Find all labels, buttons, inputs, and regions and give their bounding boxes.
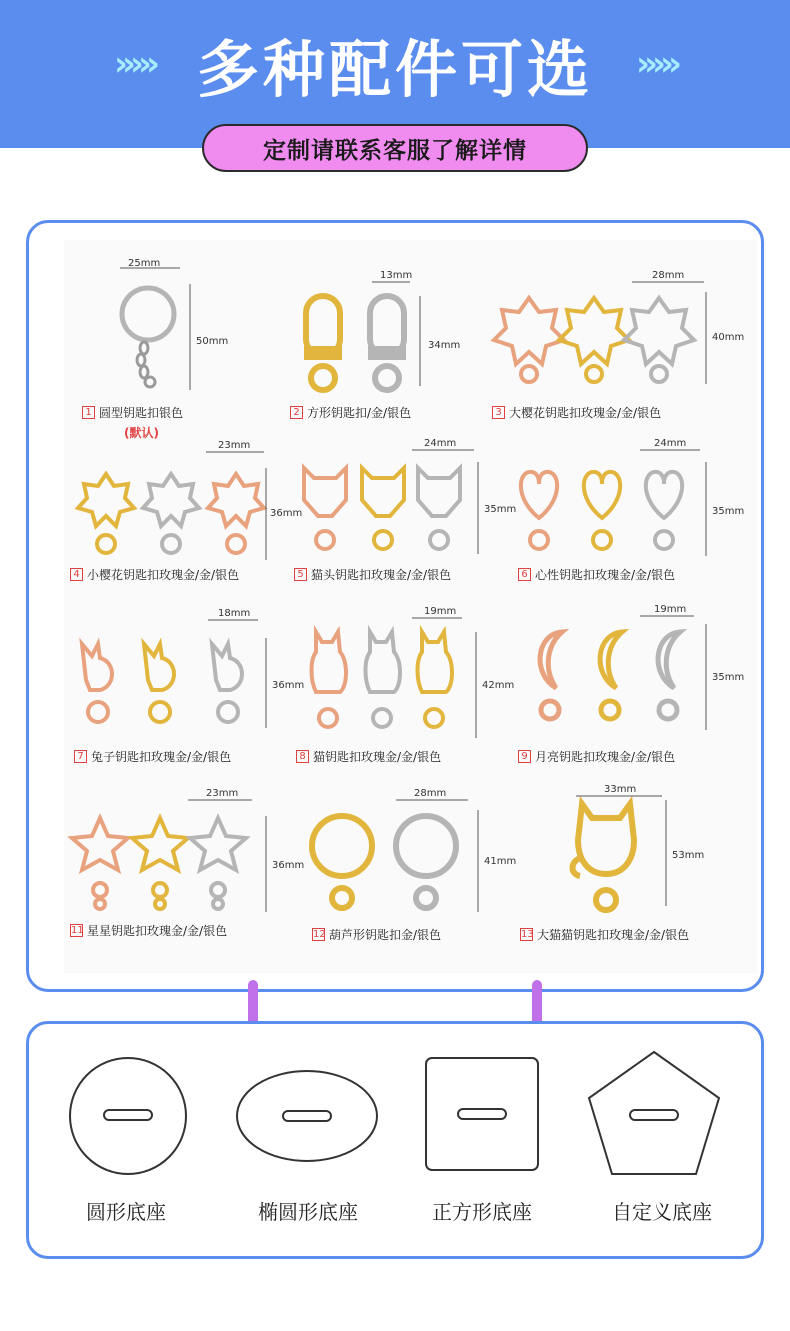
oval-base-icon	[234, 1068, 380, 1168]
item-label: 猫头钥匙扣玫瑰金/金/银色	[311, 568, 452, 582]
dim-width-11: 23mm	[206, 788, 239, 799]
pentagon-base-label: 自定义底座	[612, 1200, 712, 1224]
dim-height-11: 36mm	[272, 860, 305, 871]
dim-height-12: 41mm	[484, 856, 517, 867]
dim-height-7: 36mm	[272, 680, 305, 691]
dim-height-6: 35mm	[712, 506, 745, 517]
item-label: 月亮钥匙扣玫瑰金/金/银色	[535, 750, 676, 764]
square-base-icon	[424, 1056, 540, 1176]
item-number: 9	[518, 750, 531, 763]
oval-base-label: 椭圆形底座	[258, 1200, 358, 1224]
item-label: 方形钥匙扣/金/银色	[307, 406, 412, 420]
dim-height-3: 40mm	[712, 332, 745, 343]
dim-height-5: 35mm	[484, 504, 517, 515]
item-number: 7	[74, 750, 87, 763]
circle-base-icon	[66, 1054, 190, 1182]
item-number: 12	[313, 929, 326, 940]
contact-service-text: 定制请联系客服了解详情	[263, 137, 527, 164]
item-number: 6	[518, 568, 531, 581]
page-title: 多种配件可选	[196, 32, 593, 106]
item-label: 圆型钥匙扣银色	[99, 406, 184, 420]
chevrons-left-icon: ›››››	[113, 44, 155, 84]
item-label: 大猫猫钥匙扣玫瑰金/金/银色	[537, 928, 690, 942]
chevrons-right-icon: ›››››	[635, 44, 677, 84]
item-number: 3	[492, 406, 505, 419]
dim-width-13: 33mm	[604, 784, 637, 795]
dim-height-1: 50mm	[196, 336, 229, 347]
dim-width-12: 28mm	[414, 788, 447, 799]
dim-width-1: 25mm	[128, 258, 161, 269]
dim-height-2: 34mm	[428, 340, 461, 351]
dim-height-4: 36mm	[270, 508, 303, 519]
item-number: 5	[294, 568, 307, 581]
default-tag: (默认)	[124, 426, 159, 440]
dim-height-8: 42mm	[482, 680, 515, 691]
item-number: 8	[296, 750, 309, 763]
dim-width-5: 24mm	[424, 438, 457, 449]
square-base-label: 正方形底座	[432, 1200, 532, 1224]
dim-height-13: 53mm	[672, 850, 705, 861]
item-number: 11	[71, 925, 84, 936]
dim-width-2: 13mm	[380, 270, 413, 281]
item-number: 2	[290, 406, 303, 419]
pentagon-base-icon	[586, 1050, 722, 1182]
dim-width-9: 19mm	[654, 604, 687, 615]
dim-width-8: 19mm	[424, 606, 457, 617]
item-number: 1	[82, 406, 95, 419]
item-label: 心性钥匙扣玫瑰金/金/银色	[535, 568, 676, 582]
circle-base-label: 圆形底座	[86, 1200, 166, 1224]
item-label: 猫钥匙扣玫瑰金/金/银色	[313, 750, 442, 764]
item-label: 葫芦形钥匙扣金/银色	[329, 928, 442, 942]
item-label: 大樱花钥匙扣玫瑰金/金/银色	[509, 406, 662, 420]
item-number: 4	[70, 568, 83, 581]
dim-width-6: 24mm	[654, 438, 687, 449]
dim-height-9: 35mm	[712, 672, 745, 683]
item-label: 小樱花钥匙扣玫瑰金/金/银色	[87, 568, 240, 582]
dim-width-4: 23mm	[218, 440, 251, 451]
item-label: 兔子钥匙扣玫瑰金/金/银色	[91, 750, 232, 764]
dim-width-7: 18mm	[218, 608, 251, 619]
item-number: 13	[521, 929, 534, 940]
item-label: 星星钥匙扣玫瑰金/金/银色	[87, 924, 228, 938]
dim-width-3: 28mm	[652, 270, 685, 281]
